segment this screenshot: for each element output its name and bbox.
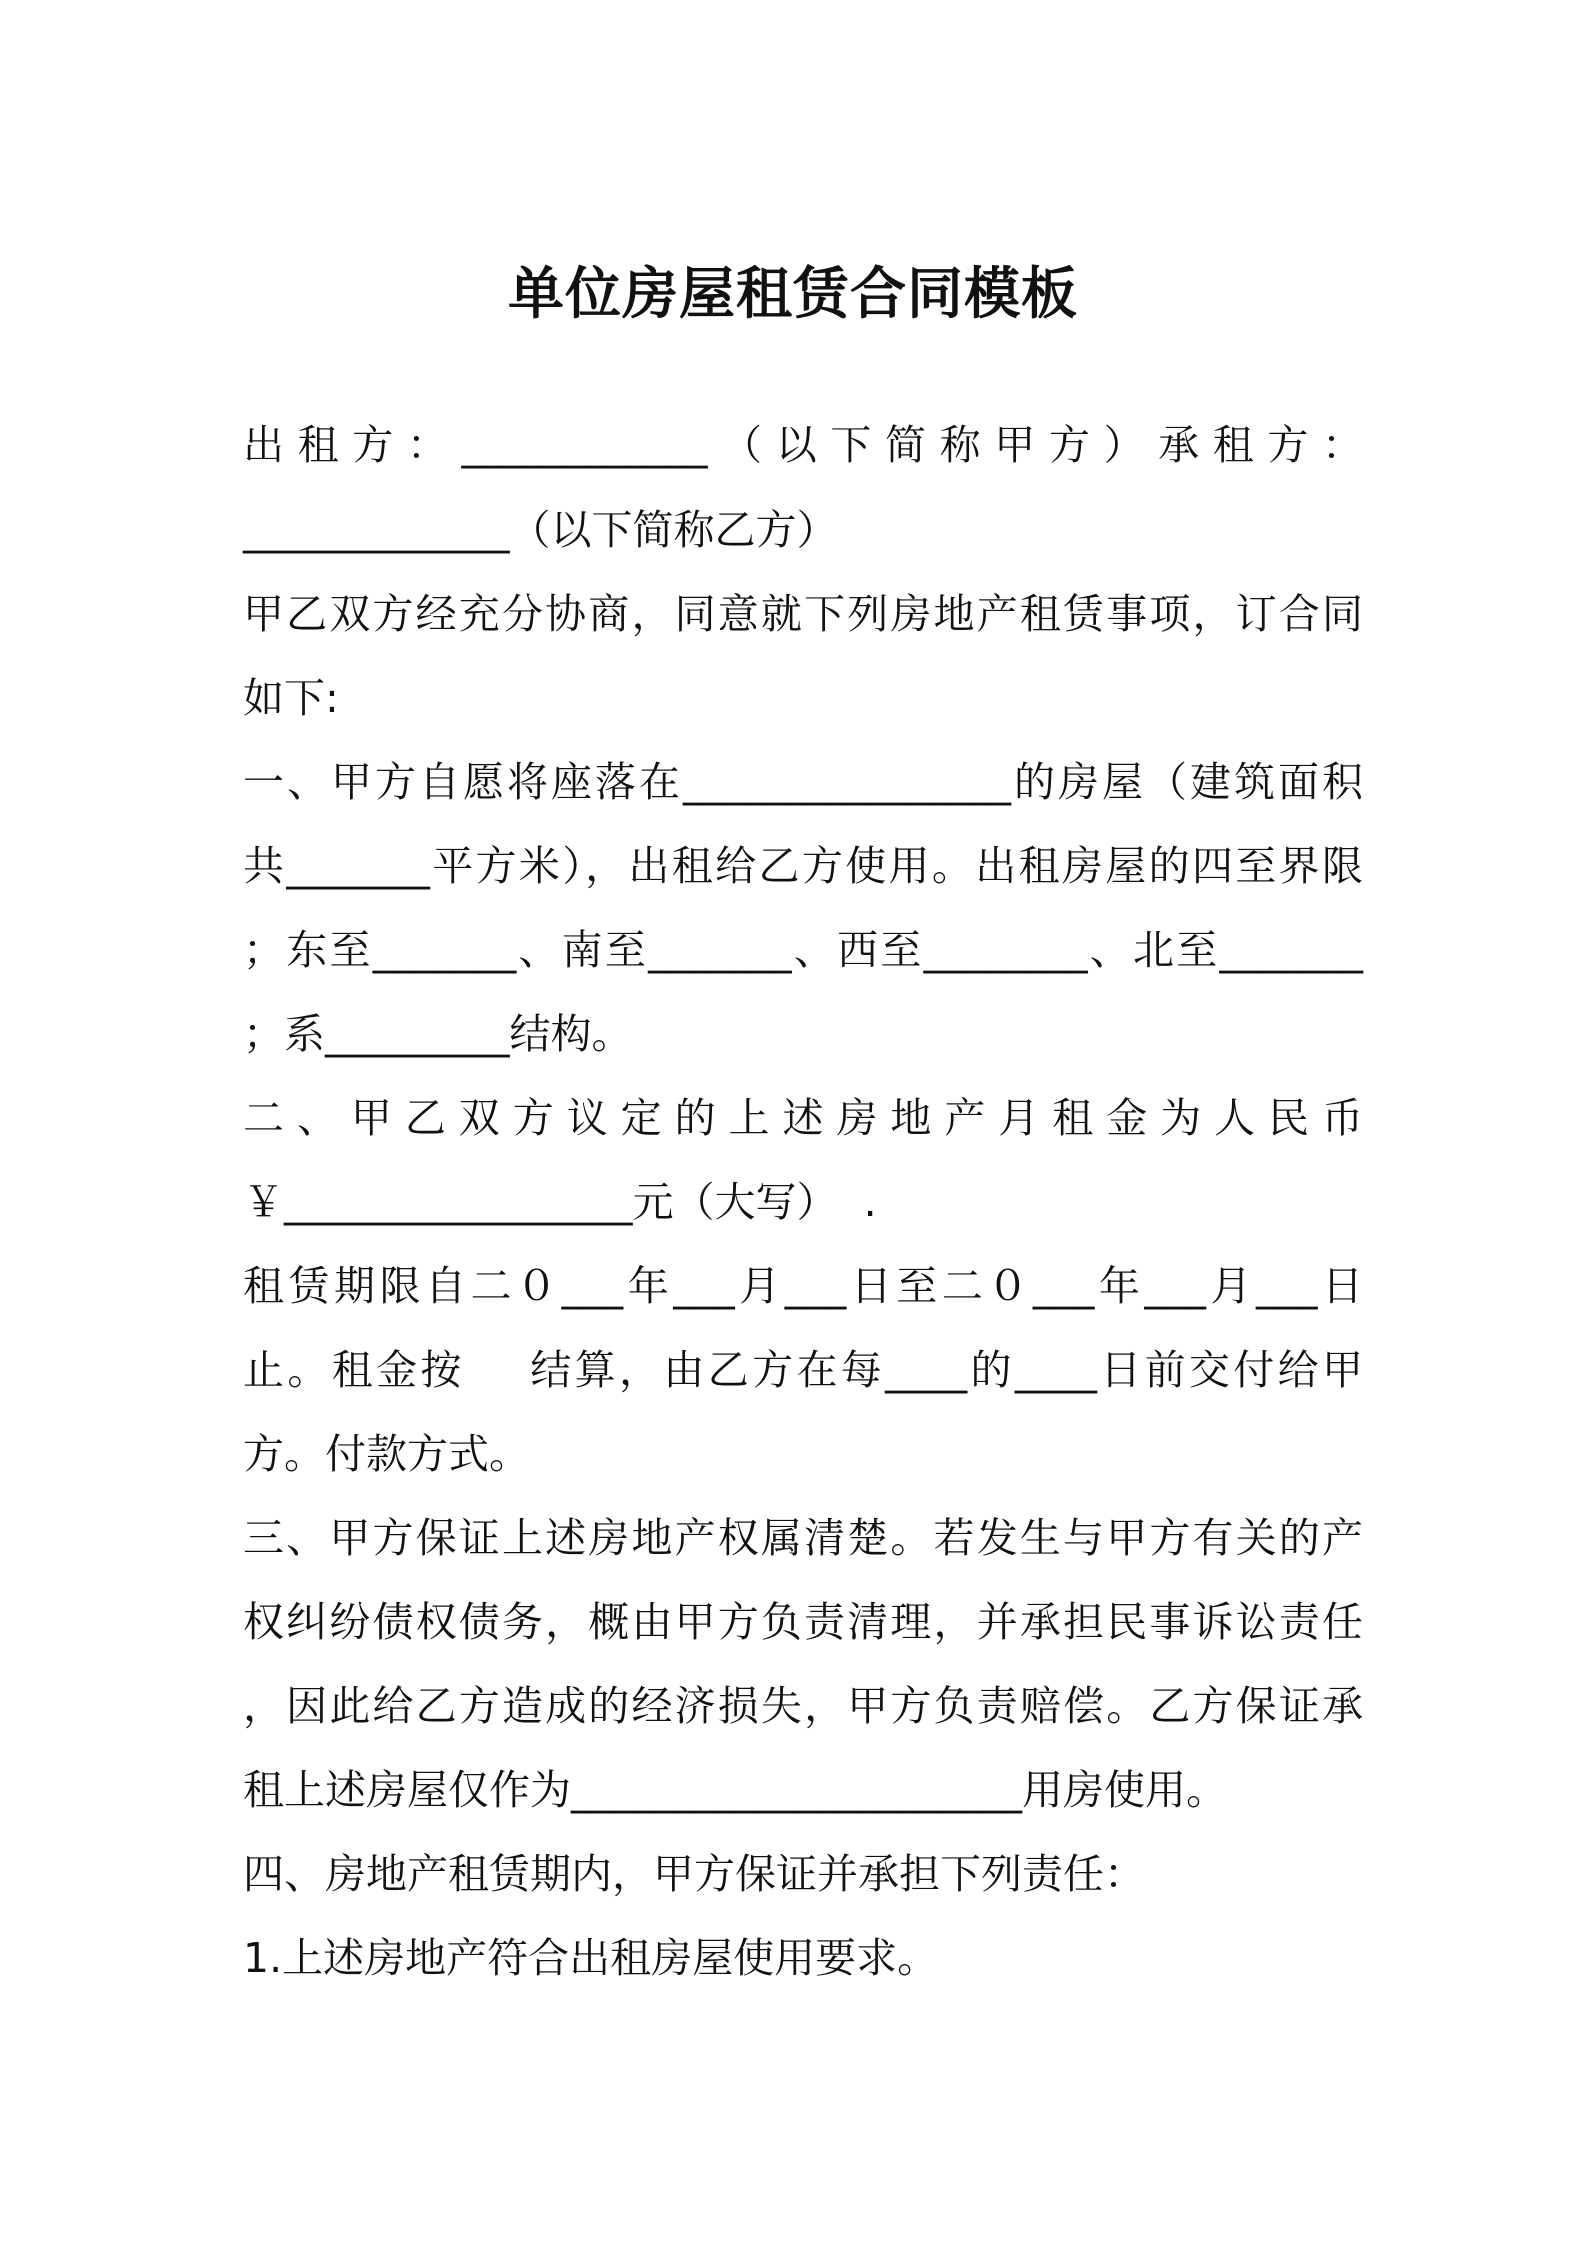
text-line-intro: 甲乙双方经充分协商，同意就下列房地产租赁事项，订合同 xyxy=(243,590,1363,638)
text-line-clause-1-bounds: ；东至_______、南至_______、西至________、北至_______ xyxy=(243,926,1363,974)
text-line-clause-1-structure: ；系_________结构。 xyxy=(243,1010,633,1058)
text-line-clause-3-disputes: 权纠纷债权债务，概由甲方负责清理，并承担民事诉讼责任 xyxy=(243,1598,1363,1646)
text-line-clause-4: 四、房地产租赁期内，甲方保证并承担下列责任： xyxy=(243,1850,1145,1898)
text-line-parties-lessor: 出租方：____________（以下简称甲方）承租方： xyxy=(243,421,1363,469)
text-line-clause-4-item-1: 1.上述房地产符合出租房屋使用要求。 xyxy=(243,1934,939,1982)
text-line-lease-term: 租赁期限自二０___年___月___日至二０___年___月___日 xyxy=(243,1262,1363,1310)
text-line-clause-1: 一、甲方自愿将座落在________________的房屋（建筑面积 xyxy=(243,758,1363,806)
text-line-payment: 止。租金按 结算，由乙方在每____的____日前交付给甲 xyxy=(243,1346,1363,1394)
text-line-parties-lessee: _____________（以下简称乙方） xyxy=(243,506,838,554)
text-line-intro-cont: 如下: xyxy=(243,674,339,722)
text-line-clause-3-usage: 租上述房屋仅作为______________________用房使用。 xyxy=(243,1766,1227,1814)
page-title: 单位房屋租赁合同模板 xyxy=(508,262,1078,327)
text-line-clause-3-compensation: ，因此给乙方造成的经济损失，甲方负责赔偿。乙方保证承 xyxy=(243,1682,1363,1730)
text-line-clause-3: 三、甲方保证上述房地产权属清楚。若发生与甲方有关的产 xyxy=(243,1514,1363,1562)
text-line-payment-method: 方。付款方式。 xyxy=(243,1430,530,1478)
text-line-clause-2: 二、甲乙双方议定的上述房地产月租金为人民币 xyxy=(243,1094,1363,1142)
text-line-clause-2-amount: ￥_________________元（大写） . xyxy=(243,1178,877,1226)
text-line-clause-1-area: 共_______平方米），出租给乙方使用。出租房屋的四至界限 xyxy=(243,842,1363,890)
